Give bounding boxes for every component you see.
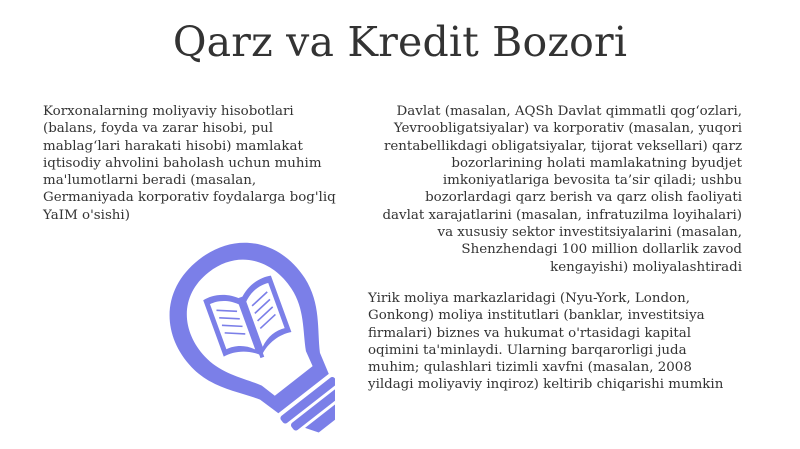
left-paragraph: Korxonalarning moliyaviy hisobotlari (balans, foyda va zarar hisobi, pul mablag‘lari harakati hisobi) mamlakat iqtisodiy ahvolini baholash uchun muhim ma'lumotlarni beradi (masalan, Germaniyada korporativ foydalarga bog'liq YaIM o'sishi) <box>43 104 336 223</box>
right-paragraph-financial-centers: Yirik moliya markazlaridagi (Nyu-York, London, Gonkong) moliya institutlari (banklar, investitsiya firmalari) biznes va hukumat o'rtasidagi kapital oqimini ta'minlaydi. Ularning barqarorligi juda muhim; qulashlari tizimli xavfni (masalan, 2008 yildagi moliyaviy inqiroz) keltirib chiqarishi mumkin <box>368 291 724 393</box>
page-title: Qarz va Kredit Bozori <box>172 18 628 66</box>
right-paragraph-debt-markets: Davlat (masalan, AQSh Davlat qimmatli qog‘ozlari, Yevroobligatsiyalar) va korporativ (masalan, yuqori rentabellikdagi obligatsiyalar, tijorat veksellari) qarz bozorlarining holati mamlakatning byudjet imkoniyatlariga bevosita ta’sir qiladi; ushbu bozorlardagi qarz berish va qarz olish faoliyati davlat xarajatlarini (masalan, infratuzilma loyihalari) va xususiy sektor investitsiyalarini (masalan, Shenzhendagi 100 million dollarlik zavod kengayishi) moliyalashtiradi <box>382 104 742 275</box>
lightbulb-with-book-icon <box>150 230 335 445</box>
